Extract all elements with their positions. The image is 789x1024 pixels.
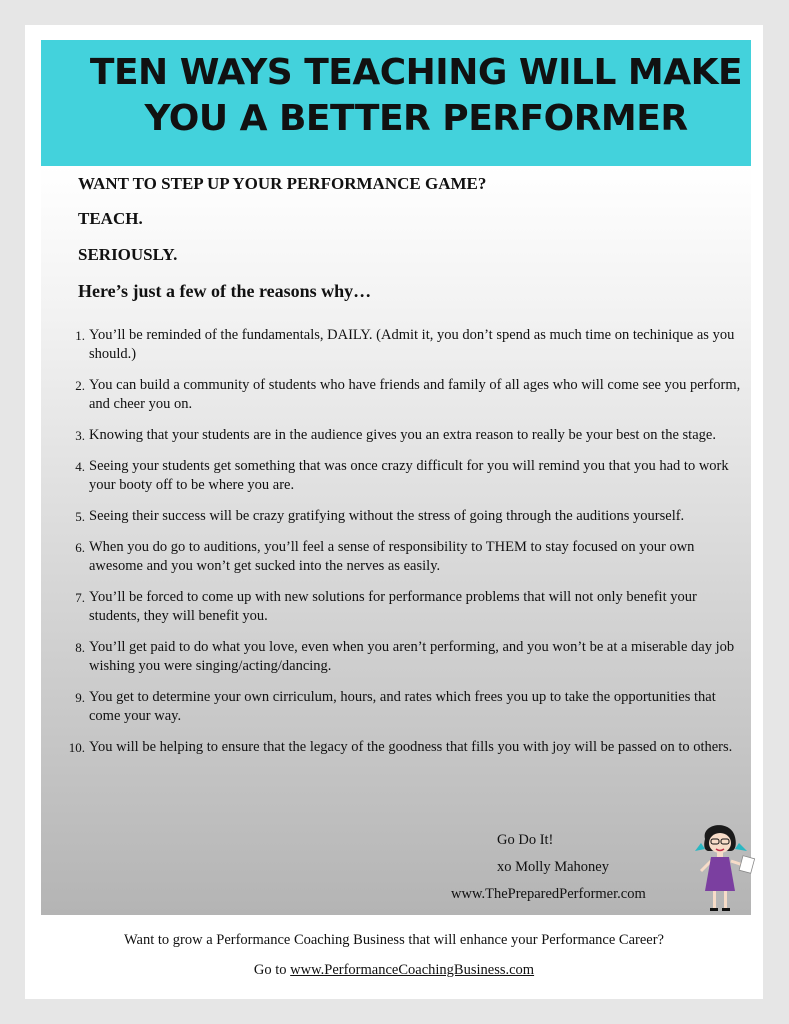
intro-reasons-lead: Here’s just a few of the reasons why… [78,281,372,301]
item-number: 8. [75,640,85,655]
reasons-list [61,326,741,769]
title-line-1: TEN WAYS TEACHING WILL MAKE [89,52,743,93]
performer-mascot [691,821,761,915]
item-number: 3. [75,428,85,443]
footer-goto: Go to [253,962,291,978]
title-line-2: YOU A BETTER PERFORMER [144,98,688,139]
item-number: 4. [75,459,85,474]
item-number: 9. [75,690,85,705]
list-item [61,507,741,526]
item-number: 1. [75,328,85,343]
item-text: You get to determine your own cirriculum, hours, and rates which frees you up to take the opportunities that come your way. [89,689,716,724]
item-text: You will be helping to ensure that the legacy of the goodness that fills you with joy will be passed on to others. [89,739,733,755]
item-text: Seeing your students get something that was once crazy difficult for you will remind you that you had to work your booty off to be where you are. [89,458,729,493]
intro-heading: WANT TO STEP UP YOUR PERFORMANCE GAME? [78,174,487,193]
footer-question: Want to grow a Performance Coaching Business that will enhance your Performance Career? [124,932,664,948]
item-number: 10. [68,740,85,755]
list-item [61,688,741,726]
list-item [61,376,741,414]
page-title [41,50,751,142]
item-text: You’ll be forced to come up with new solutions for performance problems that will not only benefit your students, they will benefit you. [89,589,697,624]
item-number: 6. [75,540,85,555]
list-item [61,588,741,626]
list-item [61,538,741,576]
item-text: Knowing that your students are in the audience gives you an extra reason to really be your best on the stage. [89,427,716,443]
item-text: When you do go to auditions, you’ll feel a sense of responsibility to THEM to stay focused on your own awesome and you won’t get sucked into the nerves as easily. [89,539,695,574]
item-text: You’ll get paid to do what you love, even when you aren’t performing, and you won’t be at a miserable day job wishing you were singing/acting/dancing. [89,639,735,674]
intro-seriously: SERIOUSLY. [78,245,178,264]
list-item [61,738,741,757]
item-number: 7. [75,590,85,605]
flyer-page [25,25,763,999]
footer-link[interactable]: www.PerformanceCoachingBusiness.com [290,962,535,978]
content-panel [41,166,751,915]
item-text: Seeing their success will be crazy gratifying without the stress of going through the auditions yourself. [89,508,685,524]
signature-name: xo Molly Mahoney [497,859,609,875]
footer-cta [25,962,763,979]
item-text: You’ll be reminded of the fundamentals, DAILY. (Admit it, you don’t spend as much time on techinique as you should.) [89,327,735,362]
signoff: Go Do It! [497,832,554,848]
list-item [61,638,741,676]
list-item [61,426,741,445]
intro-teach: TEACH. [78,209,143,228]
item-text: You can build a community of students who have friends and family of all ages who will come see you perform, and cheer you on. [89,377,741,412]
title-banner [41,40,751,166]
list-item [61,326,741,364]
website-link[interactable]: www.ThePreparedPerformer.com [451,886,646,902]
item-number: 2. [75,378,85,393]
item-number: 5. [75,509,85,524]
list-item [61,457,741,495]
